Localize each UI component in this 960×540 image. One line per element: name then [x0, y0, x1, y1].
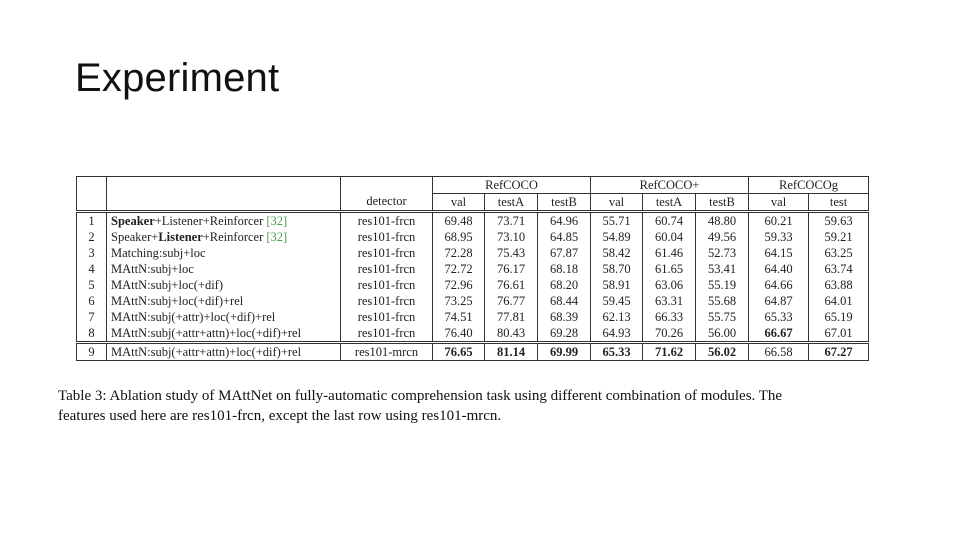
method-bold-text: Listener [158, 229, 203, 244]
col-header: val [749, 194, 809, 212]
score-cell: 67.87 [538, 245, 591, 261]
score-cell: 76.40 [433, 325, 485, 343]
method-bold-text: Speaker [111, 213, 155, 228]
row-index: 5 [77, 277, 107, 293]
score-cell: 52.73 [696, 245, 749, 261]
row-detector: res101-mrcn [341, 343, 433, 361]
caption-line-1: Table 3: Ablation study of MAttNet on fully-automatic comprehension task using different combination of modules. The [58, 388, 783, 404]
col-header: testB [538, 194, 591, 212]
score-cell: 54.89 [591, 229, 643, 245]
score-cell: 60.04 [643, 229, 696, 245]
row-index: 3 [77, 245, 107, 261]
score-cell: 72.72 [433, 261, 485, 277]
score-cell: 72.28 [433, 245, 485, 261]
score-cell: 73.10 [485, 229, 538, 245]
score-cell: 59.45 [591, 293, 643, 309]
method-text: MAttN:subj+loc(+dif)+rel [111, 293, 244, 308]
table-row [77, 229, 869, 245]
col-header: test [809, 194, 869, 212]
score-cell: 65.33 [749, 309, 809, 325]
method-text-suffix: +Reinforcer [202, 229, 267, 244]
score-cell: 69.48 [433, 212, 485, 230]
row-detector: res101-frcn [341, 293, 433, 309]
score-cell: 67.27 [809, 343, 869, 361]
score-cell: 59.63 [809, 212, 869, 230]
score-cell: 76.77 [485, 293, 538, 309]
score-cell: 58.42 [591, 245, 643, 261]
slide-title: Experiment [75, 56, 280, 100]
row-index: 4 [77, 261, 107, 277]
row-detector: res101-frcn [341, 229, 433, 245]
score-cell: 63.25 [809, 245, 869, 261]
table-row [77, 261, 869, 277]
score-cell: 56.02 [696, 343, 749, 361]
score-cell: 62.13 [591, 309, 643, 325]
score-cell: 48.80 [696, 212, 749, 230]
col-header: testA [485, 194, 538, 212]
method-text: Matching:subj+loc [111, 245, 206, 260]
score-cell: 71.62 [643, 343, 696, 361]
score-cell: 60.74 [643, 212, 696, 230]
score-cell: 64.85 [538, 229, 591, 245]
ablation-table [76, 176, 869, 361]
col-header: testB [696, 194, 749, 212]
citation-link[interactable]: [32] [266, 229, 288, 244]
group-header-refcoco: RefCOCO [433, 177, 591, 194]
group-header-refcocoplus: RefCOCO+ [591, 177, 749, 194]
score-cell: 77.81 [485, 309, 538, 325]
score-cell: 69.28 [538, 325, 591, 343]
score-cell: 55.19 [696, 277, 749, 293]
score-cell: 64.01 [809, 293, 869, 309]
row-detector: res101-frcn [341, 309, 433, 325]
row-method [107, 229, 341, 245]
score-cell: 68.20 [538, 277, 591, 293]
subheader-row [77, 194, 869, 212]
score-cell: 68.18 [538, 261, 591, 277]
score-cell: 59.33 [749, 229, 809, 245]
row-method [107, 325, 341, 343]
method-text: Speaker+ [111, 229, 159, 244]
score-cell: 67.01 [809, 325, 869, 343]
score-cell: 75.43 [485, 245, 538, 261]
score-cell: 53.41 [696, 261, 749, 277]
table-row [77, 277, 869, 293]
score-cell: 58.70 [591, 261, 643, 277]
score-cell: 63.88 [809, 277, 869, 293]
row-method [107, 261, 341, 277]
score-cell: 63.06 [643, 277, 696, 293]
row-method [107, 277, 341, 293]
score-cell: 64.87 [749, 293, 809, 309]
score-cell: 70.26 [643, 325, 696, 343]
method-text: MAttN:subj+loc(+dif) [111, 277, 224, 292]
row-method [107, 293, 341, 309]
score-cell: 61.65 [643, 261, 696, 277]
table-row [77, 212, 869, 230]
score-cell: 55.71 [591, 212, 643, 230]
row-index: 9 [77, 343, 107, 361]
method-text: MAttN:subj(+attr+attn)+loc(+dif)+rel [111, 325, 302, 340]
col-header: testA [643, 194, 696, 212]
score-cell: 73.71 [485, 212, 538, 230]
score-cell: 64.40 [749, 261, 809, 277]
row-index: 6 [77, 293, 107, 309]
score-cell: 73.25 [433, 293, 485, 309]
row-method [107, 212, 341, 230]
table-row [77, 343, 869, 361]
score-cell: 63.31 [643, 293, 696, 309]
score-cell: 81.14 [485, 343, 538, 361]
row-index: 7 [77, 309, 107, 325]
group-header-refcocog: RefCOCOg [749, 177, 869, 194]
method-text: MAttN:subj+loc [111, 261, 194, 276]
col-header-detector: detector [341, 194, 433, 212]
row-detector: res101-frcn [341, 261, 433, 277]
method-text: MAttN:subj(+attr)+loc(+dif)+rel [111, 309, 276, 324]
score-cell: 76.65 [433, 343, 485, 361]
row-detector: res101-frcn [341, 245, 433, 261]
row-index: 8 [77, 325, 107, 343]
row-detector: res101-frcn [341, 325, 433, 343]
row-index: 2 [77, 229, 107, 245]
score-cell: 72.96 [433, 277, 485, 293]
row-method [107, 343, 341, 361]
col-header: val [433, 194, 485, 212]
score-cell: 63.74 [809, 261, 869, 277]
score-cell: 76.17 [485, 261, 538, 277]
score-cell: 65.33 [591, 343, 643, 361]
score-cell: 59.21 [809, 229, 869, 245]
score-cell: 60.21 [749, 212, 809, 230]
score-cell: 61.46 [643, 245, 696, 261]
citation-link[interactable]: [32] [266, 213, 288, 228]
score-cell: 64.96 [538, 212, 591, 230]
score-cell: 64.15 [749, 245, 809, 261]
row-method [107, 245, 341, 261]
row-detector: res101-frcn [341, 212, 433, 230]
score-cell: 58.91 [591, 277, 643, 293]
table-row [77, 293, 869, 309]
score-cell: 49.56 [696, 229, 749, 245]
score-cell: 65.19 [809, 309, 869, 325]
score-cell: 80.43 [485, 325, 538, 343]
row-method [107, 309, 341, 325]
score-cell: 66.67 [749, 325, 809, 343]
score-cell: 68.44 [538, 293, 591, 309]
table-row [77, 245, 869, 261]
row-index: 1 [77, 212, 107, 230]
col-header: val [591, 194, 643, 212]
header-group-row [77, 177, 869, 194]
score-cell: 68.95 [433, 229, 485, 245]
score-cell: 69.99 [538, 343, 591, 361]
caption-line-2: features used here are res101-frcn, except the last row using res101-mrcn. [58, 408, 502, 424]
ablation-table-container [76, 176, 868, 361]
method-text: MAttN:subj(+attr+attn)+loc(+dif)+rel [111, 344, 302, 359]
score-cell: 55.75 [696, 309, 749, 325]
method-text-suffix: +Listener+Reinforcer [154, 213, 267, 228]
score-cell: 64.66 [749, 277, 809, 293]
score-cell: 66.58 [749, 343, 809, 361]
score-cell: 56.00 [696, 325, 749, 343]
score-cell: 74.51 [433, 309, 485, 325]
score-cell: 66.33 [643, 309, 696, 325]
score-cell: 68.39 [538, 309, 591, 325]
table-caption [58, 386, 888, 426]
score-cell: 76.61 [485, 277, 538, 293]
score-cell: 55.68 [696, 293, 749, 309]
table-row [77, 309, 869, 325]
score-cell: 64.93 [591, 325, 643, 343]
table-row [77, 325, 869, 343]
row-detector: res101-frcn [341, 277, 433, 293]
